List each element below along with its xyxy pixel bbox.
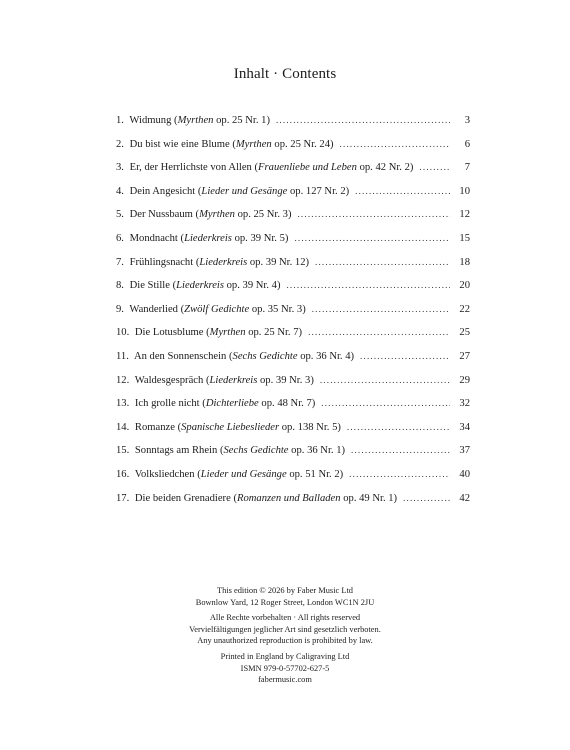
- entry-number: 3.: [116, 162, 124, 174]
- entry-title: Die beiden Grenadiere: [134, 492, 231, 504]
- entry-work: Myrthen: [209, 327, 246, 339]
- imprint-publisher-block: [0, 585, 570, 608]
- entry-opus: op. 39 Nr. 5: [234, 232, 285, 244]
- toc-entry: 17. Die beiden Grenadiere (Romanzen und Balladen op. 49 Nr. 1) ..... 42: [116, 493, 470, 517]
- dot-leader: [360, 351, 450, 361]
- entry-number: 7.: [116, 256, 124, 268]
- entry-opus: op. 35 Nr. 3: [251, 303, 303, 315]
- entry-work: Zwölf Gedichte: [184, 303, 250, 315]
- entry-page: 25: [459, 327, 470, 339]
- toc-entry: 1. Widmung (Myrthen op. 25 Nr. 1) ..... 3: [116, 115, 470, 139]
- entry-number: 4.: [116, 185, 124, 197]
- entry-page: 15: [459, 232, 470, 244]
- entry-number: 2.: [116, 138, 124, 150]
- entry-number: 14.: [116, 421, 130, 433]
- dot-leader: [351, 445, 450, 455]
- dot-leader: [419, 162, 450, 172]
- dot-leader: [340, 139, 450, 149]
- website-link: fabermusic.com: [258, 675, 312, 685]
- entry-opus: op. 25 Nr. 7: [248, 327, 299, 339]
- entry-work: Sechs Gedichte: [232, 350, 298, 362]
- toc-entry: 4. Dein Angesicht (Lieder und Gesänge op. 127 Nr. 2) ..... 10: [116, 186, 470, 210]
- entry-title: Du bist wie eine Blume: [129, 138, 230, 150]
- entry-work: Myrthen: [235, 138, 272, 150]
- rights-notice: Alle Rechte vorbehalten · All rights reserved: [209, 613, 361, 623]
- toc-entry: 14. Romanze (Spanische Liebeslieder op. 138 Nr. 5) ..... 34: [116, 422, 470, 446]
- entry-work: Frauenliebe und Leben: [258, 162, 357, 174]
- entry-opus: op. 36 Nr. 4: [300, 350, 351, 362]
- entry-title: Waldesgespräch: [134, 374, 204, 386]
- entry-number: 12.: [116, 374, 130, 386]
- entry-work: Spanische Liebeslieder: [181, 421, 280, 433]
- entry-opus: op. 51 Nr. 2: [289, 468, 340, 480]
- toc-entry: 10. Die Lotusblume (Myrthen op. 25 Nr. 7) ..... 25: [116, 327, 470, 351]
- entry-work: Myrthen: [199, 209, 235, 221]
- entry-title: Romanze: [134, 421, 175, 433]
- dot-leader: [347, 422, 450, 432]
- dot-leader: [315, 257, 450, 267]
- printer-notice: Printed in England by Caligraving Ltd: [220, 651, 350, 661]
- ismn-number: ISMN 979-0-57702-627-5: [240, 663, 330, 673]
- entry-number: 1.: [116, 115, 124, 126]
- entry-opus: op. 25 Nr. 24: [274, 138, 331, 150]
- entry-opus: op. 138 Nr. 5: [281, 421, 338, 433]
- entry-number: 6.: [116, 232, 124, 244]
- entry-opus: op. 25 Nr. 1: [216, 115, 267, 126]
- page-title: Inhalt · Contents: [233, 66, 337, 82]
- entry-title: Die Stille: [129, 280, 170, 292]
- dot-leader: [403, 493, 450, 503]
- entry-page: 37: [459, 445, 470, 457]
- entry-number: 11.: [116, 350, 129, 362]
- dot-leader: [349, 469, 450, 479]
- dot-leader: [320, 375, 450, 385]
- entry-opus: op. 39 Nr. 4: [226, 280, 277, 292]
- entry-opus: op. 39 Nr. 3: [260, 374, 311, 386]
- toc-entry: 7. Frühlingsnacht (Liederkreis op. 39 Nr. 12) ..... 18: [116, 257, 470, 281]
- table-of-contents: [116, 115, 470, 516]
- entry-page: 32: [459, 398, 470, 410]
- copy-prohibition-de: Vervielfältigungen jeglicher Art sind gesetzlich verboten.: [189, 624, 381, 634]
- dot-leader: [355, 186, 450, 196]
- entry-number: 5.: [116, 209, 124, 221]
- entry-page: 40: [459, 468, 470, 480]
- entry-opus: op. 127 Nr. 2: [290, 185, 346, 197]
- entry-title: Widmung: [129, 115, 172, 126]
- entry-work: Dichterliebe: [205, 398, 259, 410]
- entry-title: Er, der Herrlichste von Allen: [129, 162, 252, 174]
- entry-work: Liederkreis: [184, 232, 232, 244]
- dot-leader: [294, 233, 450, 243]
- entry-page: 12: [459, 209, 470, 221]
- entry-title: Frühlingsnacht: [129, 256, 194, 268]
- entry-opus: op. 36 Nr. 1: [291, 445, 342, 457]
- entry-page: 3: [464, 115, 470, 126]
- toc-entry: 13. Ich grolle nicht (Dichterliebe op. 48 Nr. 7) ..... 32: [116, 398, 470, 422]
- imprint-printer-block: [0, 651, 570, 686]
- toc-entry: 15. Sonntags am Rhein (Sechs Gedichte op. 36 Nr. 1) ..... 37: [116, 445, 470, 469]
- entry-title: Der Nussbaum: [129, 209, 193, 221]
- toc-entry: 11. An den Sonnenschein (Sechs Gedichte op. 36 Nr. 4) ..... 27: [116, 351, 470, 375]
- entry-work: Sechs Gedichte: [223, 445, 289, 457]
- toc-entry: 9. Wanderlied (Zwölf Gedichte op. 35 Nr. 3) ..... 22: [116, 304, 470, 328]
- entry-opus: op. 42 Nr. 2: [359, 162, 410, 174]
- entry-title: Ich grolle nicht: [134, 398, 200, 410]
- toc-entry: 2. Du bist wie eine Blume (Myrthen op. 25 Nr. 24) ..... 6: [116, 139, 470, 163]
- entry-page: 18: [459, 256, 470, 268]
- entry-page: 6: [464, 138, 470, 150]
- entry-work: Lieder und Gesänge: [201, 185, 288, 197]
- entry-number: 15.: [116, 445, 130, 457]
- toc-entry: 8. Die Stille (Liederkreis op. 39 Nr. 4) ..... 20: [116, 280, 470, 304]
- entry-opus: op. 48 Nr. 7: [261, 398, 312, 410]
- dot-leader: [297, 209, 450, 219]
- entry-page: 29: [459, 374, 470, 386]
- entry-title: Sonntags am Rhein: [134, 445, 218, 457]
- dot-leader: [286, 280, 450, 290]
- entry-page: 20: [459, 280, 470, 292]
- entry-number: 17.: [116, 492, 130, 504]
- entry-work: Romanzen und Balladen: [236, 492, 341, 504]
- toc-entry: 6. Mondnacht (Liederkreis op. 39 Nr. 5) ..... 15: [116, 233, 470, 257]
- toc-entry: 12. Waldesgespräch (Liederkreis op. 39 Nr. 3) ..... 29: [116, 375, 470, 399]
- entry-page: 7: [464, 162, 470, 174]
- dot-leader: [308, 327, 450, 337]
- imprint: [0, 585, 570, 690]
- entry-page: 27: [459, 350, 470, 362]
- entry-number: 10.: [116, 327, 130, 339]
- entry-opus: op. 25 Nr. 3: [237, 209, 288, 221]
- entry-number: 9.: [116, 303, 124, 315]
- entry-title: Wanderlied: [129, 303, 178, 315]
- entry-title: Dein Angesicht: [129, 185, 196, 197]
- publisher-address: Bownlow Yard, 12 Roger Street, London WC1N 2JU: [195, 597, 375, 607]
- copy-prohibition-en: Any unauthorized reproduction is prohibited by law.: [197, 636, 373, 646]
- entry-opus: op. 49 Nr. 1: [343, 492, 394, 504]
- entry-opus: op. 39 Nr. 12: [249, 256, 306, 268]
- entry-work: Myrthen: [177, 115, 214, 126]
- entry-number: 8.: [116, 280, 124, 292]
- entry-work: Liederkreis: [176, 280, 224, 292]
- entry-page: 42: [459, 492, 470, 504]
- imprint-rights-block: [0, 612, 570, 647]
- edition-notice: This edition © 2026 by Faber Music Ltd: [217, 586, 353, 595]
- entry-page: 34: [459, 421, 470, 433]
- dot-leader: [276, 115, 450, 125]
- entry-title: An den Sonnenschein: [133, 350, 227, 362]
- entry-page: 10: [459, 185, 470, 197]
- toc-entry: 5. Der Nussbaum (Myrthen op. 25 Nr. 3) ..... 12: [116, 209, 470, 233]
- entry-page: 22: [459, 303, 470, 315]
- entry-work: Liederkreis: [209, 374, 258, 386]
- entry-work: Lieder und Gesänge: [200, 468, 287, 480]
- entry-work: Liederkreis: [199, 256, 248, 268]
- dot-leader: [312, 304, 450, 314]
- toc-entry: 3. Er, der Herrlichste von Allen (Frauenliebe und Leben op. 42 Nr. 2) ..... 7: [116, 162, 470, 186]
- entry-title: Volksliedchen: [134, 468, 195, 480]
- toc-entry: 16. Volksliedchen (Lieder und Gesänge op. 51 Nr. 2) ..... 40: [116, 469, 470, 493]
- entry-number: 13.: [116, 398, 130, 410]
- entry-title: Mondnacht: [129, 232, 178, 244]
- entry-title: Die Lotusblume: [134, 327, 204, 339]
- entry-number: 16.: [116, 468, 130, 480]
- dot-leader: [321, 398, 450, 408]
